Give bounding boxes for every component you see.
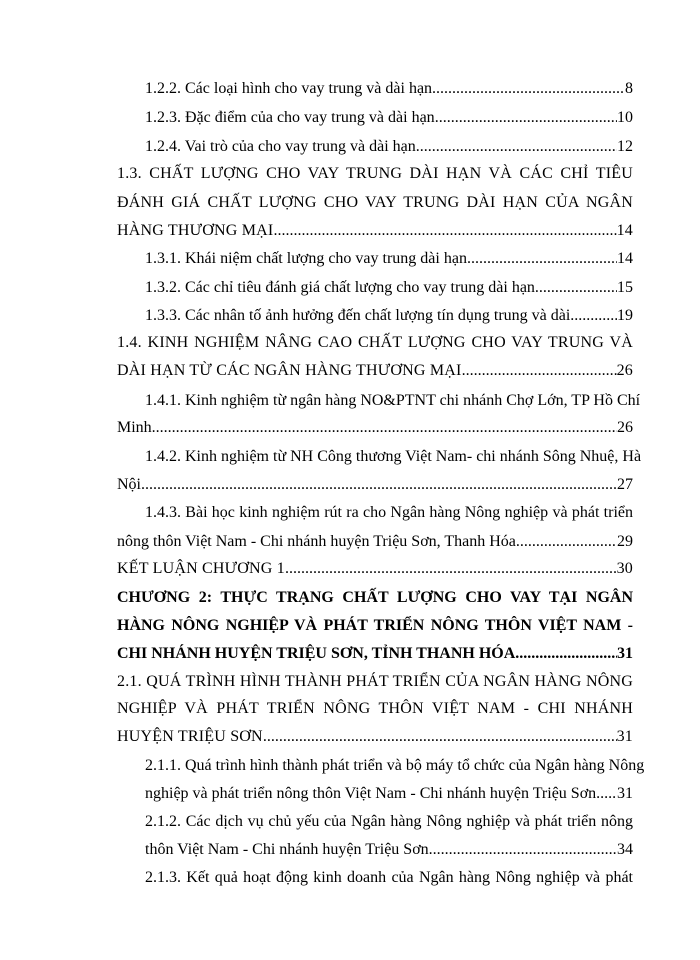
toc-entry-title-line: ĐÁNH GIÁ CHẤT LƯỢNG CHO VAY TRUNG DÀI HẠN CỦA NGÂN bbox=[117, 194, 633, 211]
toc-entry-title-line: thôn Việt Nam - Chi nhánh huyện Triệu Sơn bbox=[145, 841, 429, 858]
toc-entry-page: 12 bbox=[617, 138, 633, 155]
toc-entry-title-line: CHƯƠNG 2: THỰC TRẠNG CHẤT LƯỢNG CHO VAY TẠI NGÂN bbox=[117, 589, 633, 606]
toc-entry-title-line: 2.1. QUÁ TRÌNH HÌNH THÀNH PHÁT TRIỂN CỦA NGÂN HÀNG NÔNG bbox=[117, 673, 633, 690]
toc-entry-title-line: 1.4.3. Bài học kinh nghiệm rút ra cho Ngân hàng Nông nghiệp và phát triển bbox=[145, 504, 633, 521]
dot-leader bbox=[516, 532, 617, 552]
toc-entry-last-line bbox=[117, 361, 633, 381]
dot-leader bbox=[432, 79, 625, 99]
toc-entry-title-line: Minh bbox=[117, 419, 152, 436]
toc-entry-title: 1.3.1. Khái niệm chất lượng cho vay trung dài hạn bbox=[145, 250, 467, 267]
toc-entry-page: 8 bbox=[625, 80, 633, 97]
toc-entry-page: 26 bbox=[616, 362, 633, 379]
toc-entry-title-line: 2.1.3. Kết quả hoạt động kinh doanh của Ngân hàng Nông nghiệp và phát bbox=[145, 869, 633, 886]
toc-entry-last-line bbox=[117, 418, 633, 438]
toc-entry-title-line: nông thôn Việt Nam - Chi nhánh huyện Triệu Sơn, Thanh Hóa bbox=[117, 533, 516, 550]
dot-leader bbox=[535, 278, 617, 298]
toc-entry-title: 1.2.2. Các loại hình cho vay trung và dài hạn bbox=[145, 80, 433, 97]
toc-entry-page: 15 bbox=[617, 279, 633, 296]
toc-entry-title-line: 1.4.1. Kinh nghiệm từ ngân hàng NO&PTNT chi nhánh Chợ Lớn, TP Hồ Chí bbox=[145, 392, 641, 409]
dot-leader bbox=[570, 306, 617, 326]
toc-entry-title-line: 2.1.2. Các dịch vụ chủ yếu của Ngân hàng Nông nghiệp và phát triển nông bbox=[145, 813, 633, 830]
dot-leader bbox=[435, 108, 617, 128]
dot-leader bbox=[515, 644, 617, 664]
toc-entry-last-line bbox=[117, 475, 633, 495]
toc-entry-title-line: HÀNG NÔNG NGHIỆP VÀ PHÁT TRIỂN NÔNG THÔN VIỆT NAM - bbox=[117, 617, 633, 634]
dot-leader bbox=[141, 475, 617, 495]
toc-entry-1-3-2[interactable] bbox=[145, 278, 633, 298]
dot-leader bbox=[152, 418, 617, 438]
toc-entry-page: 14 bbox=[616, 222, 633, 239]
toc-entry-page: 30 bbox=[616, 560, 633, 577]
toc-entry-last-line bbox=[117, 644, 633, 664]
toc-entry-1-3-3[interactable] bbox=[145, 306, 633, 326]
toc-entry-last-line bbox=[117, 221, 633, 241]
toc-entry-1-2-2[interactable] bbox=[145, 79, 633, 99]
dot-leader bbox=[429, 840, 617, 860]
toc-entry-title-line: CHI NHÁNH HUYỆN TRIỆU SƠN, TỈNH THANH HÓA bbox=[117, 645, 516, 662]
toc-entry-title: 1.3.3. Các nhân tố ảnh hưởng đến chất lượng tín dụng trung và dài bbox=[145, 307, 571, 324]
toc-entry-title: 1.2.3. Đặc điểm của cho vay trung và dài hạn bbox=[145, 109, 435, 126]
dot-leader bbox=[416, 137, 617, 157]
toc-entry-page: 14 bbox=[617, 250, 633, 267]
dot-leader bbox=[273, 221, 616, 241]
dot-leader bbox=[263, 727, 617, 747]
toc-entry-1-2-4[interactable] bbox=[145, 137, 633, 157]
dot-leader bbox=[467, 249, 617, 269]
toc-entry-page: 31 bbox=[617, 645, 633, 662]
toc-entry-title-line: NGHIỆP VÀ PHÁT TRIỂN NÔNG THÔN VIỆT NAM - CHI NHÁNH bbox=[117, 700, 633, 717]
toc-entry-page: 31 bbox=[617, 785, 633, 802]
toc-entry-last-line bbox=[145, 840, 633, 860]
toc-entry-1-2-3[interactable] bbox=[145, 108, 633, 128]
toc-entry-title-line: HÀNG THƯƠNG MẠI bbox=[117, 222, 274, 239]
toc-entry-page: 26 bbox=[617, 419, 633, 436]
toc-entry-1-3-1[interactable] bbox=[145, 249, 633, 269]
toc-entry-last-line bbox=[145, 784, 633, 804]
dot-leader bbox=[285, 559, 617, 579]
toc-entry-title-line: 1.4. KINH NGHIỆM NÂNG CAO CHẤT LƯỢNG CHO VAY TRUNG VÀ bbox=[117, 334, 633, 351]
dot-leader bbox=[596, 784, 617, 804]
toc-entry-title-line: 1.3. CHẤT LƯỢNG CHO VAY TRUNG DÀI HẠN VÀ CÁC CHỈ TIÊU bbox=[117, 165, 633, 182]
toc-entry-title-line: Nội bbox=[117, 476, 141, 493]
toc-entry-title-line: DÀI HẠN TỪ CÁC NGÂN HÀNG THƯƠNG MẠI bbox=[117, 362, 462, 379]
toc-entry-title: 1.3.2. Các chỉ tiêu đánh giá chất lượng cho vay trung dài hạn bbox=[145, 279, 535, 296]
toc-entry-title-line: nghiệp và phát triển nông thôn Việt Nam - Chi nhánh huyện Triệu Sơn bbox=[145, 785, 597, 802]
toc-entry-page: 27 bbox=[617, 476, 633, 493]
toc-entry-title: 1.2.4. Vai trò của cho vay trung và dài hạn bbox=[145, 138, 416, 155]
toc-entry-ket-luan-chuong-1[interactable] bbox=[117, 559, 633, 579]
toc-entry-title-line: 1.4.2. Kinh nghiệm từ NH Công thương Việt Nam- chi nhánh Sông Nhuệ, Hà bbox=[145, 448, 642, 465]
toc-entry-page: 31 bbox=[616, 728, 633, 745]
toc-entry-last-line bbox=[117, 532, 633, 552]
toc-entry-last-line bbox=[117, 727, 633, 747]
toc-entry-page: 10 bbox=[617, 109, 633, 126]
dot-leader bbox=[462, 361, 617, 381]
toc-entry-page: 34 bbox=[617, 841, 633, 858]
toc-entry-page: 29 bbox=[617, 533, 633, 550]
toc-entry-title-line: HUYỆN TRIỆU SƠN bbox=[117, 728, 263, 745]
toc-entry-title: KẾT LUẬN CHƯƠNG 1 bbox=[117, 560, 285, 577]
toc-entry-title-line: 2.1.1. Quá trình hình thành phát triển và bộ máy tổ chức của Ngân hàng Nông bbox=[145, 757, 645, 774]
toc-entry-page: 19 bbox=[617, 307, 633, 324]
